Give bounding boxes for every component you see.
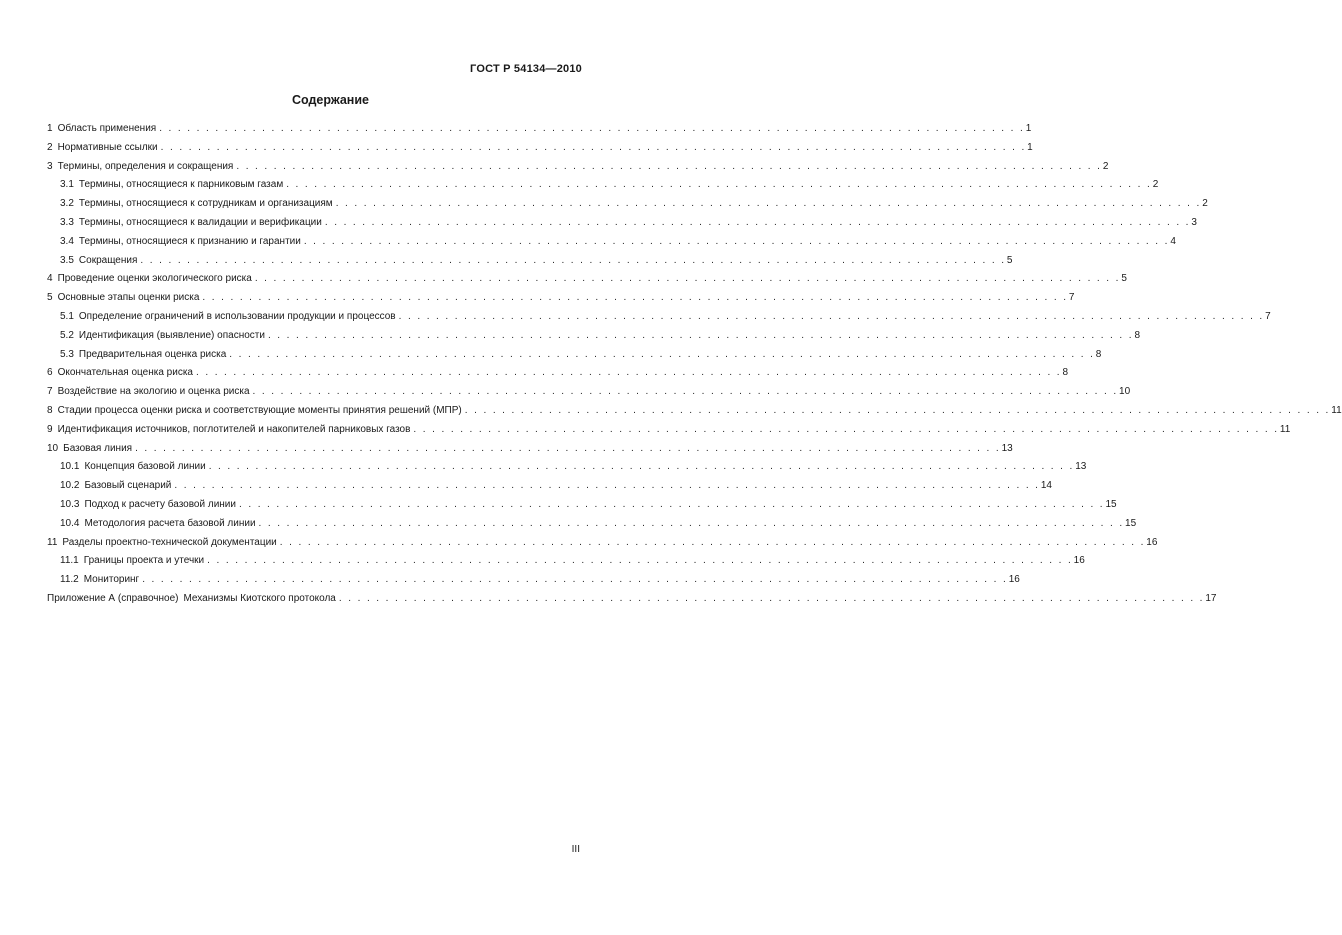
toc-entry[interactable] xyxy=(47,195,1208,214)
toc-entry-title: Термины, относящиеся к валидации и верификации xyxy=(78,216,322,228)
dot-leader: . . . . . . . . . . . . . . . . . . . . . . . . . . . . . . . . . . . . . . . . . . . . . . . . . . . . . . . . . . . . . . . . . . . . . . . . . . . . . . . . . . . . . . . . . . . . . xyxy=(174,480,1040,492)
toc-entry-title: Термины, относящиеся к признанию и гарантии xyxy=(78,235,301,247)
toc-entry[interactable] xyxy=(47,270,1127,289)
dot-leader: . . . . . . . . . . . . . . . . . . . . . . . . . . . . . . . . . . . . . . . . . . . . . . . . . . . . . . . . . . . . . . . . . . . . . . . . . . . . . . . . . . . . . . . . . . . . . xyxy=(159,123,1025,134)
dot-leader: . . . . . . . . . . . . . . . . . . . . . . . . . . . . . . . . . . . . . . . . . . . . . . . . . . . . . . . . . . . . . . . . . . . . . . . . . . . . . . . . . . . . . . . . . . . . . xyxy=(252,386,1119,398)
toc-entry-title: Термины, определения и сокращения xyxy=(57,160,234,172)
toc-entry-number: 11 xyxy=(47,536,58,548)
dot-leader: . . . . . . . . . . . . . . . . . . . . . . . . . . . . . . . . . . . . . . . . . . . . . . . . . . . . . . . . . . . . . . . . . . . . . . . . . . . . . . . . . . . . . . . . . . . . . xyxy=(286,179,1152,191)
toc-entry[interactable] xyxy=(47,458,1087,477)
toc-entry[interactable] xyxy=(47,515,1137,534)
toc-entry-number: 3.5 xyxy=(60,254,74,266)
toc-entry[interactable] xyxy=(47,252,1013,271)
toc-entry-title: Базовый сценарий xyxy=(84,480,172,492)
toc-entry-title: Воздействие на экологию и оценка риска xyxy=(57,386,250,398)
dot-leader: . . . . . . . . . . . . . . . . . . . . . . . . . . . . . . . . . . . . . . . . . . . . . . . . . . . . . . . . . . . . . . . . . . . . . . . . . . . . . . . . . . . . . . . . . . . . . xyxy=(254,273,1121,285)
toc-entry[interactable] xyxy=(47,440,1013,459)
toc-entry[interactable] xyxy=(47,383,1131,402)
toc-entry-number: 5.2 xyxy=(60,329,74,341)
toc-entry-number: 11.2 xyxy=(60,574,79,586)
toc-entry-page: 7 xyxy=(1068,292,1075,304)
dot-leader: . . . . . . . . . . . . . . . . . . . . . . . . . . . . . . . . . . . . . . . . . . . . . . . . . . . . . . . . . . . . . . . . . . . . . . . . . . . . . . . . . . . . . . . . . . . . . xyxy=(195,367,1062,379)
toc-entry[interactable] xyxy=(47,590,1217,609)
toc-entry-title: Проведение оценки экологического риска xyxy=(57,273,252,285)
toc-entry-page: 3 xyxy=(1191,216,1197,228)
toc-entry-number: 10.3 xyxy=(60,498,80,510)
toc-entry-page: 7 xyxy=(1265,310,1271,322)
dot-leader: . . . . . . . . . . . . . . . . . . . . . . . . . . . . . . . . . . . . . . . . . . . . . . . . . . . . . . . . . . . . . . . . . . . . . . . . . . . . . . . . . . . . . . . . . . . . . xyxy=(279,536,1146,548)
toc-entry-page: 17 xyxy=(1205,592,1217,604)
toc-entry-page: 8 xyxy=(1134,329,1141,341)
toc-entry-title: Мониторинг xyxy=(83,574,140,586)
toc-entry-title: Нормативные ссылки xyxy=(57,141,158,153)
toc-entry[interactable] xyxy=(47,477,1052,496)
toc-entry-page: 14 xyxy=(1040,480,1052,492)
toc-entry-page: 16 xyxy=(1073,555,1085,567)
toc-entry-title: Идентификация (выявление) опасности xyxy=(78,329,265,341)
toc-entry[interactable] xyxy=(47,176,1159,195)
toc-entry-number: 10.1 xyxy=(60,461,80,473)
toc-entry-title: Подход к расчету базовой линии xyxy=(84,498,236,510)
toc-entry-title: Механизмы Киотского протокола xyxy=(183,592,336,604)
toc-entry-page: 2 xyxy=(1102,160,1109,172)
toc-entry-page: 8 xyxy=(1095,348,1102,360)
dot-leader: . . . . . . . . . . . . . . . . . . . . . . . . . . . . . . . . . . . . . . . . . . . . . . . . . . . . . . . . . . . . . . . . . . . . . . . . . . . . . . . . . . . . . . . . . . . . . xyxy=(324,216,1191,228)
toc-entry[interactable] xyxy=(47,308,1271,327)
toc-entry-page: 13 xyxy=(1001,442,1013,454)
dot-leader: . . . . . . . . . . . . . . . . . . . . . . . . . . . . . . . . . . . . . . . . . . . . . . . . . . . . . . . . . . . . . . . . . . . . . . . . . . . . . . . . . . . . . . . . . . . . . xyxy=(135,442,1001,454)
dot-leader: . . . . . . . . . . . . . . . . . . . . . . . . . . . . . . . . . . . . . . . . . . . . . . . . . . . . . . . . . . . . . . . . . . . . . . . . . . . . . . . . . . . . . . . . . . . . . xyxy=(236,160,1102,172)
toc-entry-title: Термины, относящиеся к парниковым газам xyxy=(78,179,284,191)
toc-entry-number: 5.1 xyxy=(60,310,74,322)
toc-entry-title: Предварительная оценка риска xyxy=(78,348,227,360)
toc-entry-number: 6 xyxy=(47,367,53,379)
toc-entry-number: 2 xyxy=(47,141,53,153)
toc-entry-page: 5 xyxy=(1006,254,1013,266)
toc-entry[interactable] xyxy=(47,402,1342,421)
toc-entry-title: Идентификация источников, поглотителей и накопителей парниковых газов xyxy=(57,423,411,435)
toc-entry[interactable] xyxy=(47,364,1069,383)
toc-entry-page: 11 xyxy=(1331,404,1342,416)
toc-entry[interactable] xyxy=(47,346,1102,365)
dot-leader: . . . . . . . . . . . . . . . . . . . . . . . . . . . . . . . . . . . . . . . . . . . . . . . . . . . . . . . . . . . . . . . . . . . . . . . . . . . . . . . . . . . . . . . . . . . . . xyxy=(238,498,1105,510)
dot-leader: . . . . . . . . . . . . . . . . . . . . . . . . . . . . . . . . . . . . . . . . . . . . . . . . . . . . . . . . . . . . . . . . . . . . . . . . . . . . . . . . . . . . . . . . . . . . . xyxy=(208,461,1075,473)
toc-entry-title: Стадии процесса оценки риска и соответствующие моменты принятия решений (МПР) xyxy=(57,404,462,416)
toc-entry-page: 15 xyxy=(1125,517,1137,529)
toc-entry-page: 16 xyxy=(1008,574,1020,586)
toc-entry[interactable] xyxy=(47,120,1032,139)
toc-entry[interactable] xyxy=(47,571,1020,590)
dot-leader: . . . . . . . . . . . . . . . . . . . . . . . . . . . . . . . . . . . . . . . . . . . . . . . . . . . . . . . . . . . . . . . . . . . . . . . . . . . . . . . . . . . . . . . . . . . . . xyxy=(267,329,1134,341)
toc-entry[interactable] xyxy=(47,139,1033,158)
toc-entry-number: 3 xyxy=(47,160,53,172)
dot-leader: . . . . . . . . . . . . . . . . . . . . . . . . . . . . . . . . . . . . . . . . . . . . . . . . . . . . . . . . . . . . . . . . . . . . . . . . . . . . . . . . . . . . . . . . . . . . . xyxy=(142,574,1008,586)
toc-entry-title: Методология расчета базовой линии xyxy=(84,517,256,529)
toc-entry-page: 16 xyxy=(1146,536,1158,548)
toc-entry-number: 3.2 xyxy=(60,198,74,210)
toc-entry-number: Приложение А (справочное) xyxy=(47,592,179,604)
toc-entry-page: 1 xyxy=(1025,123,1032,134)
dot-leader: . . . . . . . . . . . . . . . . . . . . . . . . . . . . . . . . . . . . . . . . . . . . . . . . . . . . . . . . . . . . . . . . . . . . . . . . . . . . . . . . . . . . . . . . . . . . . xyxy=(140,254,1006,266)
dot-leader: . . . . . . . . . . . . . . . . . . . . . . . . . . . . . . . . . . . . . . . . . . . . . . . . . . . . . . . . . . . . . . . . . . . . . . . . . . . . . . . . . . . . . . . . . . . . . xyxy=(303,235,1170,247)
toc-entry-page: 4 xyxy=(1170,235,1176,247)
toc-entry[interactable] xyxy=(47,496,1117,515)
toc-entry-number: 8 xyxy=(47,404,53,416)
toc-entry[interactable] xyxy=(47,289,1075,308)
toc-entry-page: 8 xyxy=(1062,367,1069,379)
toc-entry-title: Определение ограничений в использовании продукции и процессов xyxy=(78,310,396,322)
page-number: III xyxy=(571,844,580,855)
dot-leader: . . . . . . . . . . . . . . . . . . . . . . . . . . . . . . . . . . . . . . . . . . . . . . . . . . . . . . . . . . . . . . . . . . . . . . . . . . . . . . . . . . . . . . . . . . . . . xyxy=(207,555,1073,567)
toc-entry-title: Область применения xyxy=(57,123,157,134)
toc-entry-title: Базовая линия xyxy=(63,442,133,454)
toc-entry[interactable] xyxy=(47,233,1176,252)
toc-entry-number: 11.1 xyxy=(60,555,79,567)
toc-entry-number: 5 xyxy=(47,292,53,304)
toc-entry-page: 15 xyxy=(1105,498,1117,510)
dot-leader: . . . . . . . . . . . . . . . . . . . . . . . . . . . . . . . . . . . . . . . . . . . . . . . . . . . . . . . . . . . . . . . . . . . . . . . . . . . . . . . . . . . . . . . . . . . . . xyxy=(258,517,1125,529)
toc-entry-number: 5.3 xyxy=(60,348,74,360)
toc-entry-number: 1 xyxy=(47,123,53,134)
toc-entry-title: Концепция базовой линии xyxy=(84,461,206,473)
toc-entry[interactable] xyxy=(47,552,1085,571)
toc-entry-number: 9 xyxy=(47,423,53,435)
dot-leader: . . . . . . . . . . . . . . . . . . . . . . . . . . . . . . . . . . . . . . . . . . . . . . . . . . . . . . . . . . . . . . . . . . . . . . . . . . . . . . . . . . . . . . . . . . . . . xyxy=(464,404,1331,416)
toc-entry-number: 10.4 xyxy=(60,517,80,529)
document-code: ГОСТ Р 54134—2010 xyxy=(470,63,582,75)
dot-leader: . . . . . . . . . . . . . . . . . . . . . . . . . . . . . . . . . . . . . . . . . . . . . . . . . . . . . . . . . . . . . . . . . . . . . . . . . . . . . . . . . . . . . . . . . . . . . xyxy=(202,292,1068,304)
toc-entry-page: 11 xyxy=(1279,423,1291,435)
toc-entry-title: Разделы проектно-технической документации xyxy=(62,536,277,548)
dot-leader: . . . . . . . . . . . . . . . . . . . . . . . . . . . . . . . . . . . . . . . . . . . . . . . . . . . . . . . . . . . . . . . . . . . . . . . . . . . . . . . . . . . . . . . . . . . . . xyxy=(398,310,1265,322)
dot-leader: . . . . . . . . . . . . . . . . . . . . . . . . . . . . . . . . . . . . . . . . . . . . . . . . . . . . . . . . . . . . . . . . . . . . . . . . . . . . . . . . . . . . . . . . . . . . . xyxy=(229,348,1095,360)
toc-entry[interactable] xyxy=(47,534,1158,553)
toc-entry[interactable] xyxy=(47,327,1141,346)
toc-entry-page: 13 xyxy=(1075,461,1087,473)
toc-entry-page: 5 xyxy=(1121,273,1127,285)
toc-entry[interactable] xyxy=(47,214,1197,233)
toc-entry-page: 2 xyxy=(1202,198,1208,210)
table-of-contents xyxy=(47,120,1342,609)
toc-entry-number: 10 xyxy=(47,442,59,454)
toc-entry-number: 4 xyxy=(47,273,53,285)
toc-entry[interactable] xyxy=(47,158,1109,177)
dot-leader: . . . . . . . . . . . . . . . . . . . . . . . . . . . . . . . . . . . . . . . . . . . . . . . . . . . . . . . . . . . . . . . . . . . . . . . . . . . . . . . . . . . . . . . . . . . . . xyxy=(338,592,1205,604)
toc-entry-title: Границы проекта и утечки xyxy=(83,555,205,567)
page-title: Содержание xyxy=(291,93,369,107)
dot-leader: . . . . . . . . . . . . . . . . . . . . . . . . . . . . . . . . . . . . . . . . . . . . . . . . . . . . . . . . . . . . . . . . . . . . . . . . . . . . . . . . . . . . . . . . . . . . . xyxy=(335,198,1202,210)
toc-entry-title: Сокращения xyxy=(78,254,138,266)
toc-entry-number: 7 xyxy=(47,386,53,398)
toc-entry-number: 10.2 xyxy=(60,480,80,492)
toc-entry-page: 2 xyxy=(1152,179,1159,191)
dot-leader: . . . . . . . . . . . . . . . . . . . . . . . . . . . . . . . . . . . . . . . . . . . . . . . . . . . . . . . . . . . . . . . . . . . . . . . . . . . . . . . . . . . . . . . . . . . . . xyxy=(160,141,1027,153)
dot-leader: . . . . . . . . . . . . . . . . . . . . . . . . . . . . . . . . . . . . . . . . . . . . . . . . . . . . . . . . . . . . . . . . . . . . . . . . . . . . . . . . . . . . . . . . . . . . . xyxy=(413,423,1279,435)
toc-entry-number: 3.1 xyxy=(60,179,74,191)
toc-entry[interactable] xyxy=(47,421,1291,440)
toc-entry-title: Термины, относящиеся к сотрудникам и организациям xyxy=(78,198,333,210)
toc-entry-title: Окончательная оценка риска xyxy=(57,367,193,379)
toc-entry-number: 3.4 xyxy=(60,235,74,247)
toc-entry-page: 1 xyxy=(1027,141,1033,153)
toc-entry-page: 10 xyxy=(1119,386,1131,398)
toc-entry-title: Основные этапы оценки риска xyxy=(57,292,200,304)
toc-entry-number: 3.3 xyxy=(60,216,74,228)
